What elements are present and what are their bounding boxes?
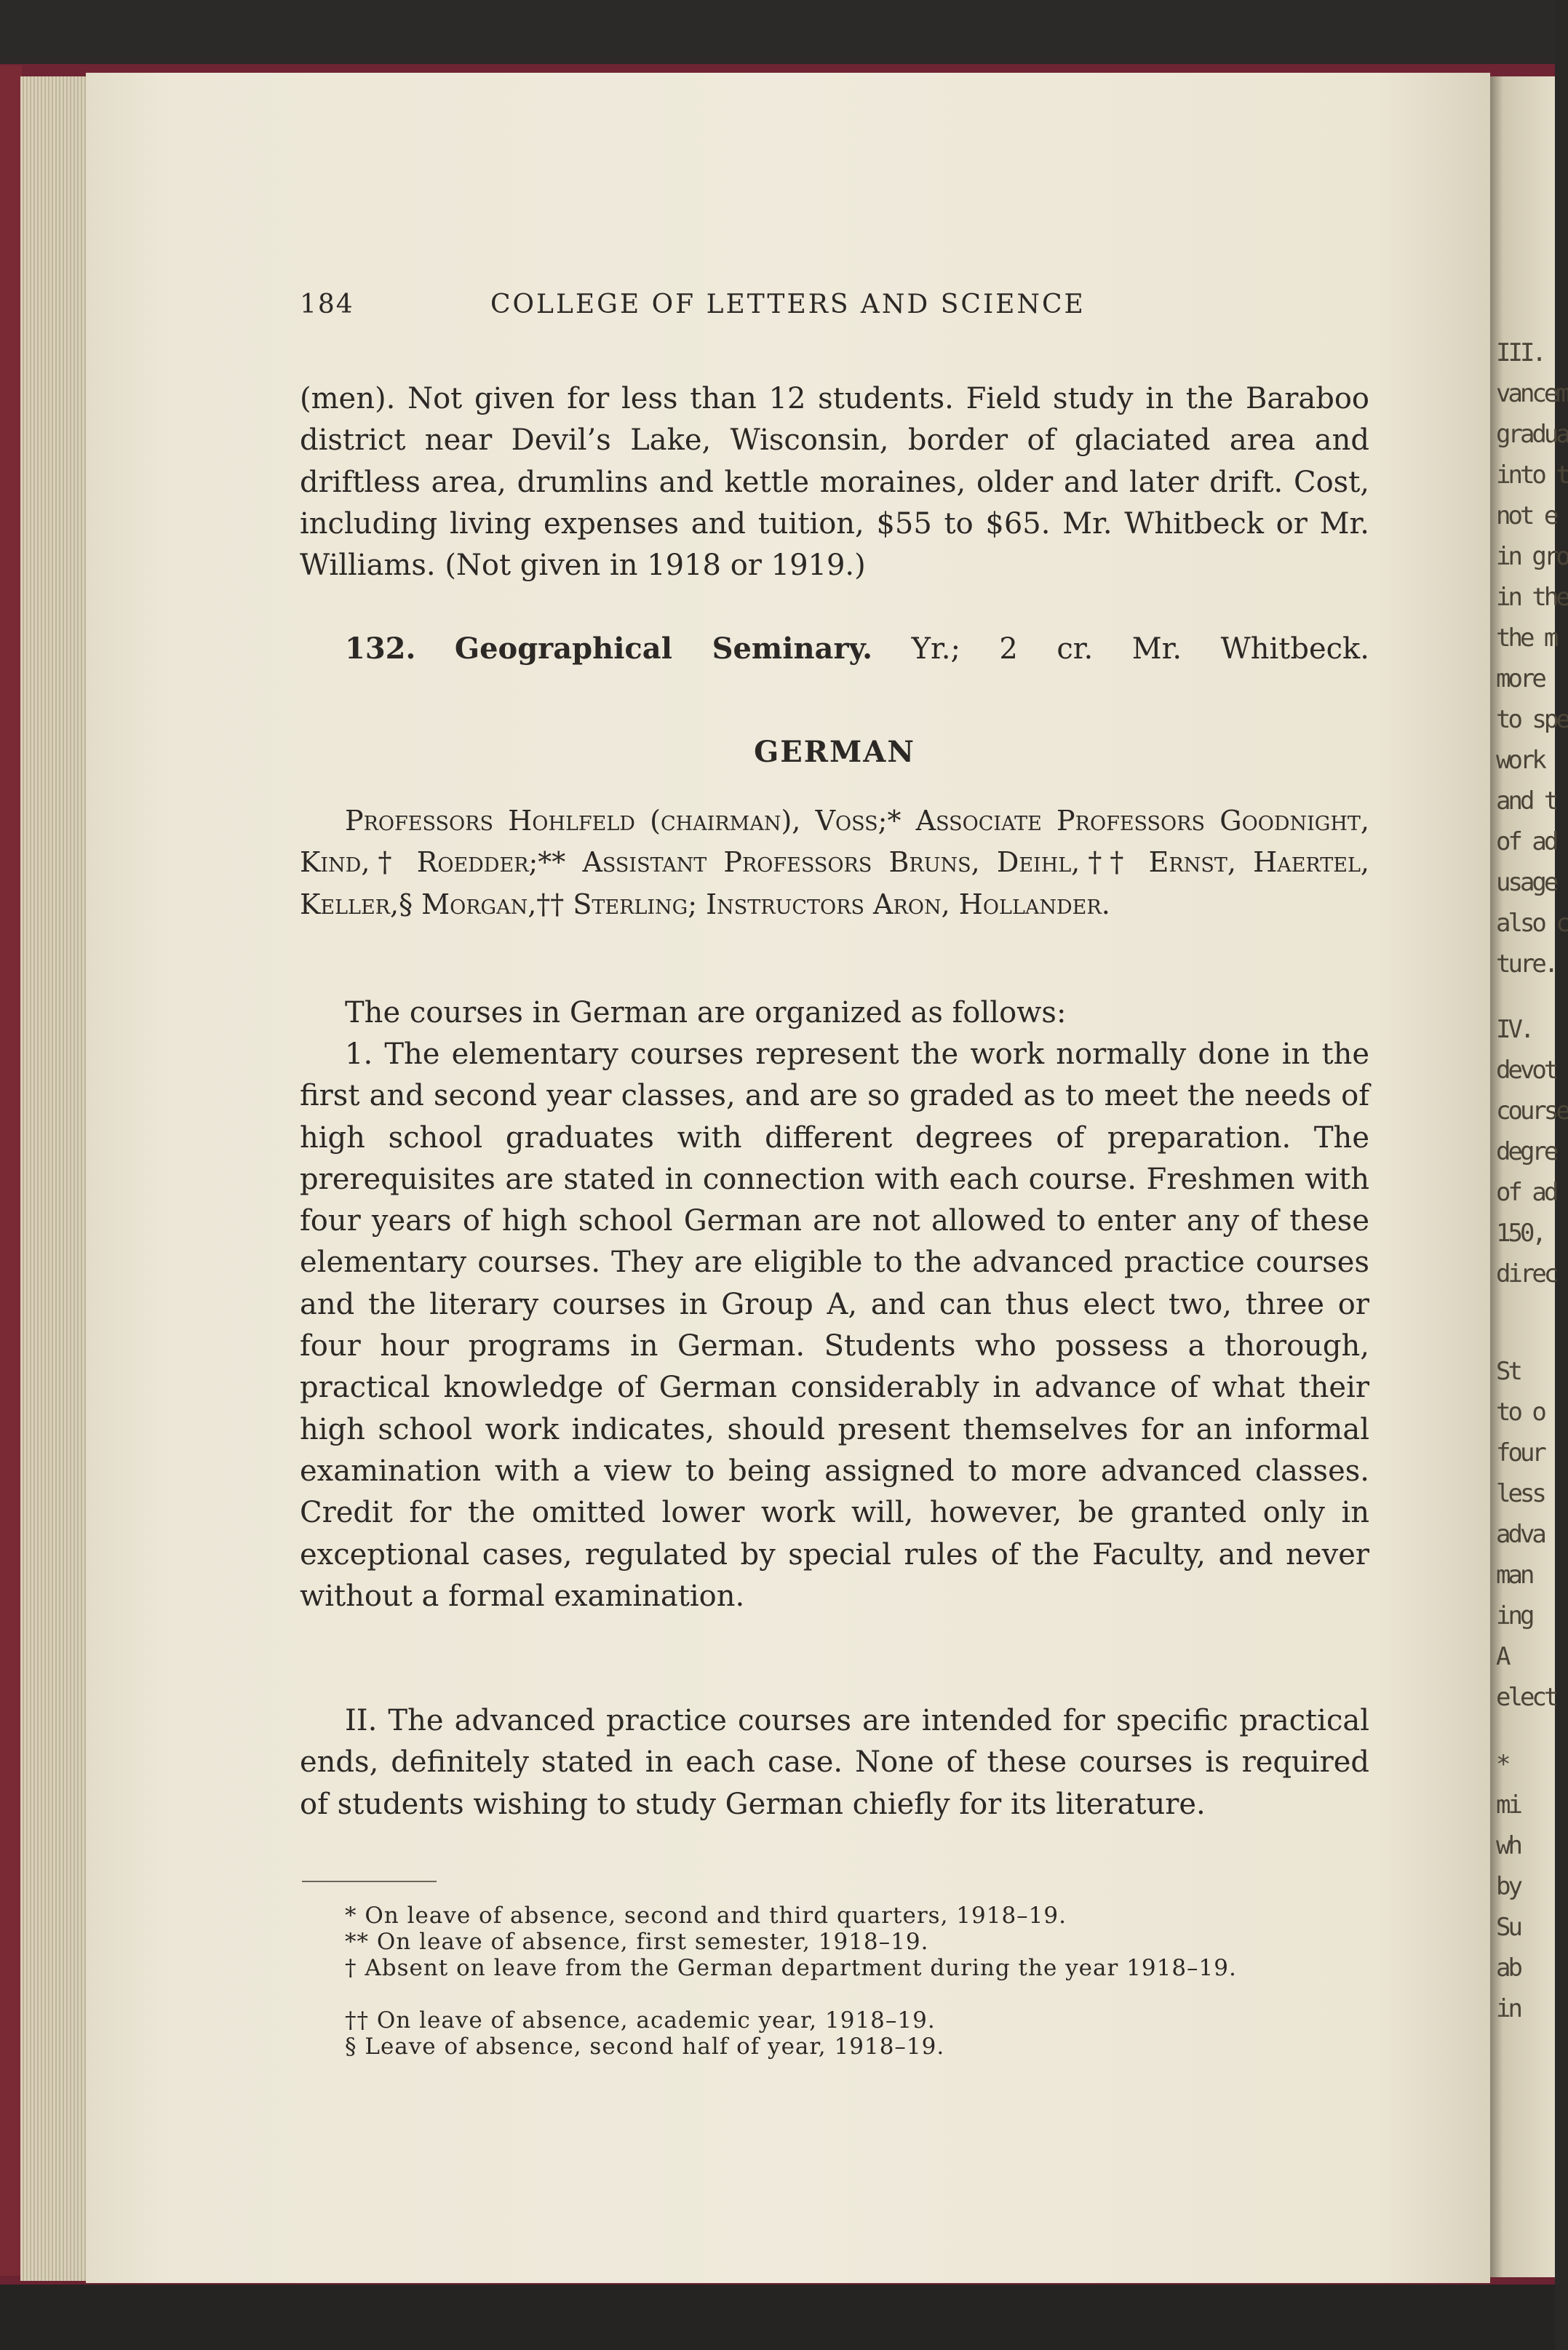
section-heading: GERMAN xyxy=(754,735,915,769)
elementary-courses-paragraph: 1. The elementary courses represent the work normally done in the first and second year classes, and are so graded as to meet the needs of high school graduates with different degrees of preparation. The prerequisites are stated in connection with each course. Freshmen with four years of high school German are not allowed to enter any of these elementary courses. They are eligible to the advanced practice courses and the literary courses in Group A, and can thus elect two, three or four hour programs in German. Students who possess a thorough, practical knowledge of German considerably in advance of what their high school work indicates, should present themselves for an informal examination with a view to being assigned to more advanced classes. Credit for the omitted lower work will, however, be granted only in exceptional cases, regulated by special rules of the Faculty, and never without a formal examination. xyxy=(300,1037,1369,1613)
next-page-fragment: of ad xyxy=(1496,1178,1556,1207)
course-132-entry xyxy=(300,628,1369,670)
next-page-fragment: work xyxy=(1496,746,1544,775)
next-page-fragment: of ad xyxy=(1496,827,1556,856)
footnote: † Absent on leave from the German department during the year 1918–19. xyxy=(345,1955,1237,1981)
next-page-fragment: mi xyxy=(1496,1791,1520,1820)
next-page-fragment: four xyxy=(1496,1438,1544,1467)
continuation-paragraph: (men). Not given for less than 12 students. Field study in the Baraboo district near Devil’s Lake, Wisconsin, border of glaciated area and driftless area, drumlins and kettle moraines, older and later drift. Cost, including living expenses and tuition, $55 to $65. Mr. Whitbeck or Mr. Williams. (Not given in 1918 or 1919.) xyxy=(300,382,1369,583)
next-page-fragment: man xyxy=(1496,1561,1532,1590)
next-page-fragment: by xyxy=(1496,1872,1520,1901)
footnote: * On leave of absence, second and third quarters, 1918–19. xyxy=(345,1903,1067,1929)
next-page-fragment: A xyxy=(1496,1642,1508,1671)
next-page-fragment: to o xyxy=(1496,1398,1544,1427)
intro-paragraph: The courses in German are organized as follows: xyxy=(345,996,1067,1029)
next-page-fragment: usage xyxy=(1496,868,1556,897)
next-page-fragment: in the xyxy=(1496,583,1568,612)
next-page-fragment: 150, xyxy=(1496,1219,1544,1248)
course-number: 132. xyxy=(345,632,416,666)
next-page-fragment: wh xyxy=(1496,1831,1520,1860)
next-page-fragment: St xyxy=(1496,1357,1520,1386)
faculty-list: Professors Hohlfeld (chairman), Voss;* Associate Professors Goodnight, Kind,† Roedder;** Assistant Professors Bruns, Deihl,†† Ernst, Haertel, Keller,§ Morgan,†† Sterling; Instructors Aron, Hollander. xyxy=(300,805,1369,920)
next-page-fragment: ture. xyxy=(1496,949,1556,979)
next-page-fragment: and t xyxy=(1496,786,1556,816)
next-page-fragment: also c xyxy=(1496,909,1568,938)
next-page-fragment: elect xyxy=(1496,1683,1556,1712)
footnote: ** On leave of absence, first semester, 1918–19. xyxy=(345,1929,929,1955)
next-page-fragment: into t xyxy=(1496,461,1568,490)
next-page-fragment: more xyxy=(1496,664,1544,693)
next-page-fragment: course xyxy=(1496,1096,1568,1126)
advanced-courses-paragraph: II. The advanced practice courses are intended for specific practical ends, definitely stated in each case. None of these courses is required of students wishing to study German chiefly for its literature. xyxy=(300,1704,1369,1821)
next-page-fragment: III. xyxy=(1496,338,1544,367)
footnote-rule xyxy=(302,1881,437,1882)
course-details: Yr.; 2 cr. Mr. Whitbeck. xyxy=(911,632,1369,666)
next-page-fragment: ing xyxy=(1496,1601,1532,1630)
next-page-fragment: vancem xyxy=(1496,379,1568,408)
next-page-fragment: Su xyxy=(1496,1913,1520,1942)
running-head xyxy=(300,290,1209,329)
next-page-fragment: ab xyxy=(1496,1953,1520,1983)
next-page-fragment: in gro xyxy=(1496,542,1568,571)
next-page-fragment: IV. xyxy=(1496,1015,1532,1044)
footnote: †† On leave of absence, academic year, 1918–19. xyxy=(345,2007,936,2034)
next-page-fragment: not e xyxy=(1496,501,1556,530)
footnote: § Leave of absence, second half of year, 1918–19. xyxy=(345,2034,945,2060)
next-page-fragment: direc xyxy=(1496,1259,1556,1288)
next-page-fragment: gradua xyxy=(1496,420,1568,449)
next-page-fragment: less xyxy=(1496,1479,1544,1508)
page-number: 184 xyxy=(300,290,354,319)
running-head-title: COLLEGE OF LETTERS AND SCIENCE xyxy=(490,290,1086,319)
next-page-fragment: in xyxy=(1496,1994,1520,2023)
next-page-fragment: degre xyxy=(1496,1137,1556,1166)
course-title: Geographical Seminary. xyxy=(454,632,873,666)
next-page-fragment: to spe xyxy=(1496,705,1568,734)
next-page-fragment: devot xyxy=(1496,1056,1556,1085)
next-page-fragment: * xyxy=(1496,1750,1508,1779)
next-page-fragment: the m xyxy=(1496,624,1556,653)
next-page-fragment: adva xyxy=(1496,1520,1544,1549)
